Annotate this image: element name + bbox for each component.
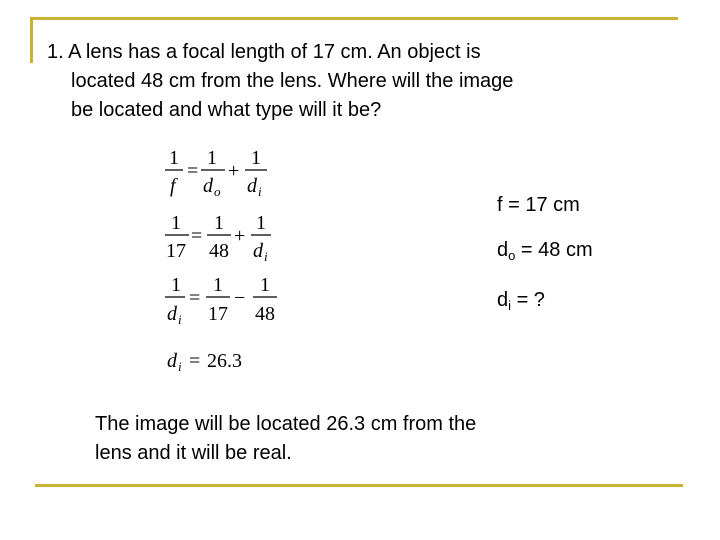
- question-line-2: located 48 cm from the lens. Where will the image: [71, 70, 514, 92]
- eq1-d-2: d: [247, 175, 257, 197]
- question-line-3: be located and what type will it be?: [71, 99, 382, 121]
- eq1-sub-o: o: [214, 184, 221, 199]
- eq1-plus: +: [228, 160, 240, 182]
- eq1-d: d: [203, 175, 213, 197]
- eq2-den-17: 17: [166, 240, 186, 262]
- eq3-numerator: 1: [171, 274, 181, 296]
- eq2-den-48: 48: [209, 240, 229, 262]
- eq4-equals: =: [189, 350, 201, 372]
- eq3-numerator-2: 1: [213, 274, 223, 296]
- eq3-den-48: 48: [255, 303, 275, 325]
- di-value: = ?: [511, 289, 545, 311]
- top-rule: [30, 17, 678, 20]
- di-subscript: i: [508, 298, 512, 313]
- di-base: d: [497, 289, 509, 311]
- given-values: [497, 183, 593, 328]
- question-line-1: 1. A lens has a focal length of 17 cm. An object is: [47, 41, 481, 63]
- eq3-d: d: [167, 303, 177, 325]
- question-text: [47, 38, 647, 125]
- eq4-value: 26.3: [207, 350, 242, 372]
- bottom-rule: [35, 484, 683, 487]
- do-base: d: [497, 239, 509, 261]
- answer-line-2: lens and it will be real.: [95, 442, 292, 464]
- eq1-sub-i: i: [258, 184, 262, 199]
- equation-result: [163, 348, 263, 384]
- equation-lens-formula: [163, 146, 283, 204]
- answer-text: [95, 410, 615, 468]
- eq2-plus: +: [234, 225, 246, 247]
- eq3-numerator-3: 1: [260, 274, 270, 296]
- given-image-distance: [497, 278, 593, 328]
- eq4-sub-i: i: [178, 359, 182, 374]
- given-focal-length: f = 17 cm: [497, 194, 580, 216]
- do-subscript: o: [508, 248, 516, 263]
- eq1-f: f: [170, 175, 176, 197]
- given-object-distance: [497, 228, 593, 278]
- eq1-equals: =: [187, 160, 199, 182]
- eq4-d: d: [167, 350, 177, 372]
- answer-line-1: The image will be located 26.3 cm from the: [95, 413, 477, 435]
- eq2-d: d: [253, 240, 263, 262]
- eq1-numerator-3: 1: [251, 147, 261, 169]
- eq3-den-17: 17: [208, 303, 228, 325]
- eq3-sub-i: i: [178, 312, 182, 327]
- equation-rearranged: [163, 273, 283, 335]
- equation-substituted: [163, 211, 283, 269]
- eq2-numerator: 1: [171, 212, 181, 234]
- eq1-numerator-2: 1: [207, 147, 217, 169]
- eq3-minus: −: [234, 287, 246, 309]
- eq2-equals: =: [191, 225, 203, 247]
- eq1-numerator: 1: [169, 147, 179, 169]
- eq2-numerator-2: 1: [214, 212, 224, 234]
- eq2-numerator-3: 1: [256, 212, 266, 234]
- eq3-equals: =: [189, 287, 201, 309]
- eq2-sub-i: i: [264, 249, 268, 264]
- left-rule: [30, 17, 33, 63]
- do-value: = 48 cm: [515, 239, 593, 261]
